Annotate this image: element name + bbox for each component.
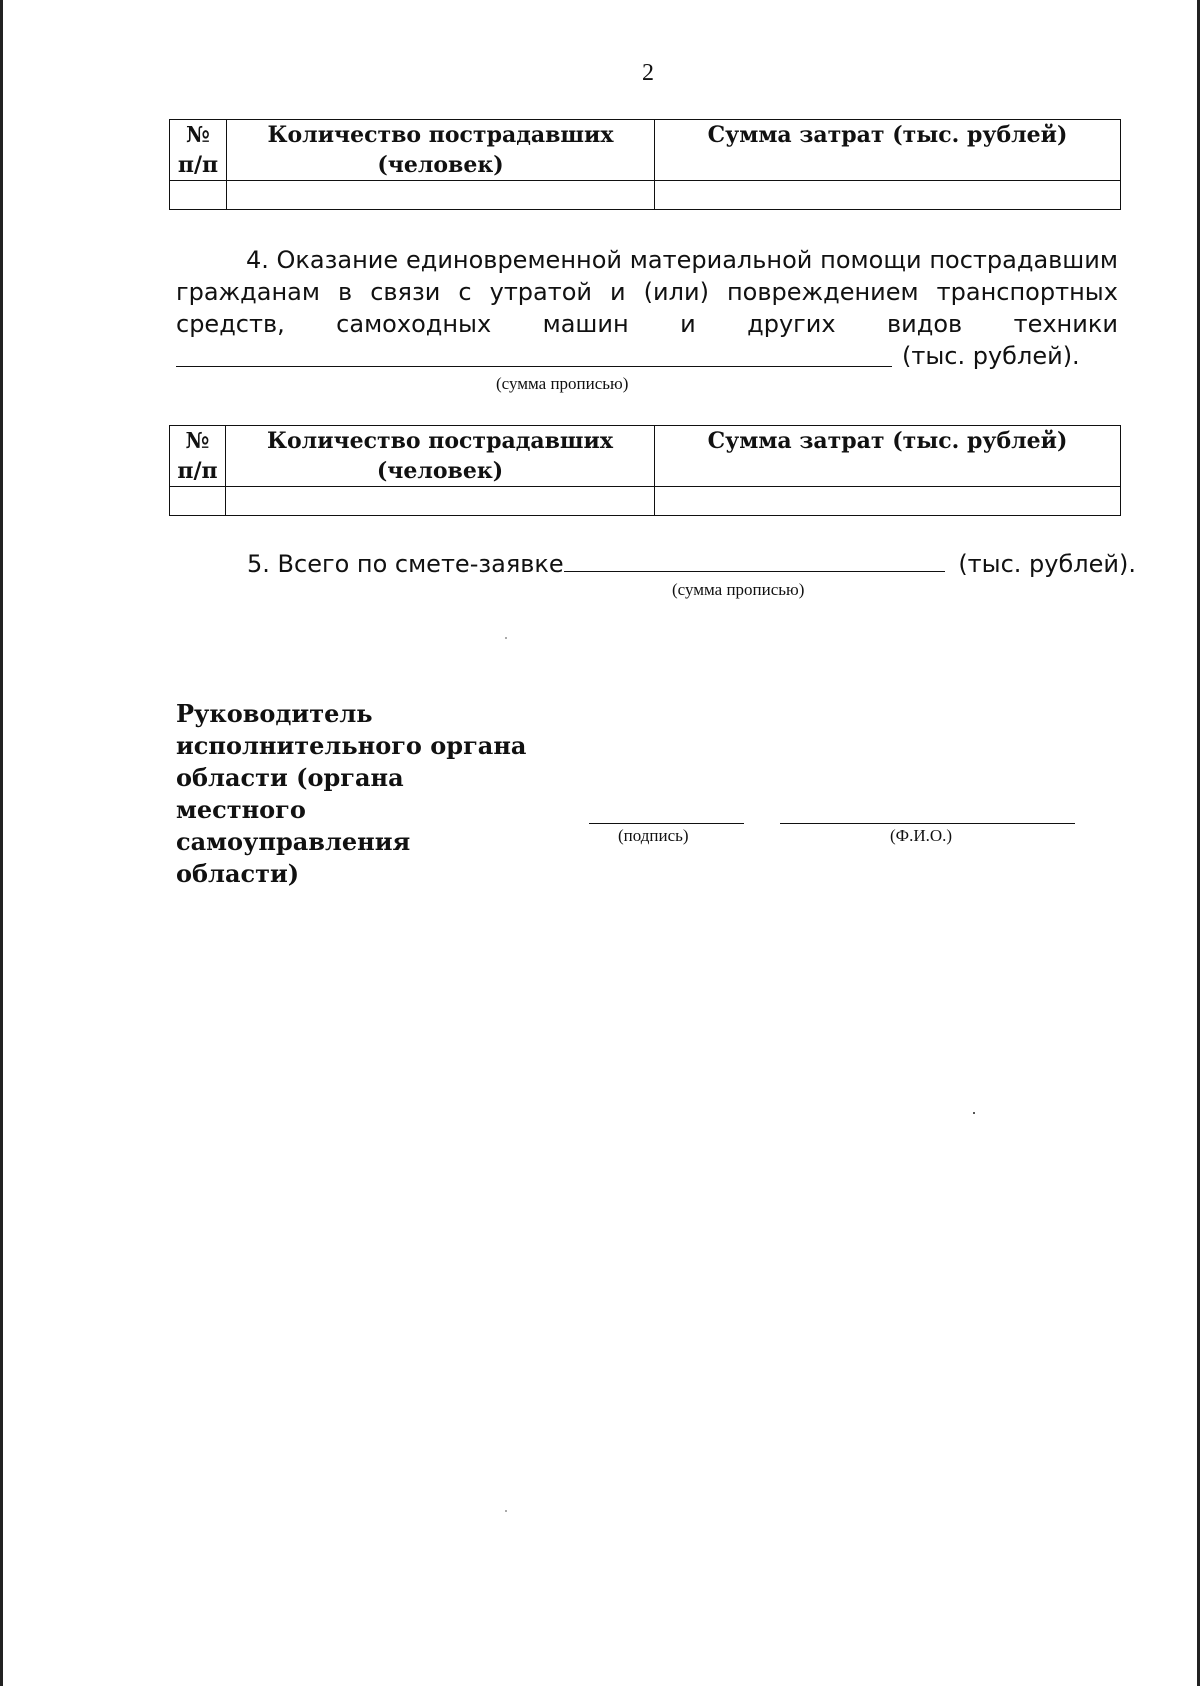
- header-cost: Сумма затрат (тыс. рублей): [655, 426, 1121, 487]
- name-caption: (Ф.И.О.): [890, 826, 953, 845]
- table-cell: [226, 487, 655, 516]
- amount-caption: (сумма прописью): [496, 374, 629, 393]
- name-line[interactable]: [780, 823, 1075, 824]
- paragraph-line: (тыс. рублей).: [176, 340, 1118, 372]
- paragraph-line: средств, самоходных машин и других видов техники: [176, 310, 1118, 338]
- table-cell: [655, 181, 1121, 210]
- scan-speck: [505, 637, 507, 639]
- paragraph-line: гражданам в связи с утратой и (или) повреждением транспортных: [176, 278, 1118, 306]
- section-4-paragraph: [176, 244, 1118, 372]
- table-cell: [170, 181, 227, 210]
- table-row: [170, 181, 1121, 210]
- table-cell: [227, 181, 655, 210]
- scan-edge-left: [0, 0, 3, 1686]
- cost-table-4: [169, 425, 1121, 516]
- table-row: [170, 487, 1121, 516]
- table-cell: [170, 487, 226, 516]
- amount-blank[interactable]: [176, 340, 892, 367]
- table-header-row: [170, 120, 1121, 181]
- header-number: № п/п: [170, 120, 227, 181]
- signature-line[interactable]: [589, 823, 744, 824]
- header-cost: Сумма затрат (тыс. рублей): [655, 120, 1121, 181]
- signature-caption: (подпись): [618, 826, 689, 845]
- paragraph-line: 4. Оказание единовременной материальной помощи пострадавшим: [246, 246, 1118, 274]
- total-amount-blank[interactable]: [564, 545, 945, 572]
- header-victims: Количество пострадавших (человек): [227, 120, 655, 181]
- signature-title: Руководитель исполнительного органа области (органа местного самоуправления области): [176, 699, 527, 888]
- scan-speck: [505, 1510, 507, 1512]
- table-cell: [655, 487, 1121, 516]
- section-5-total: 5. Всего по смете-заявке (тыс. рублей).: [247, 545, 1136, 578]
- scan-speck: [973, 1112, 975, 1114]
- header-number: № п/п: [170, 426, 226, 487]
- table-header-row: [170, 426, 1121, 487]
- cost-table-3: [169, 119, 1121, 210]
- header-victims: Количество пострадавших (человек): [226, 426, 655, 487]
- total-amount-caption: (сумма прописью): [672, 580, 805, 599]
- page-number: 2: [642, 60, 654, 86]
